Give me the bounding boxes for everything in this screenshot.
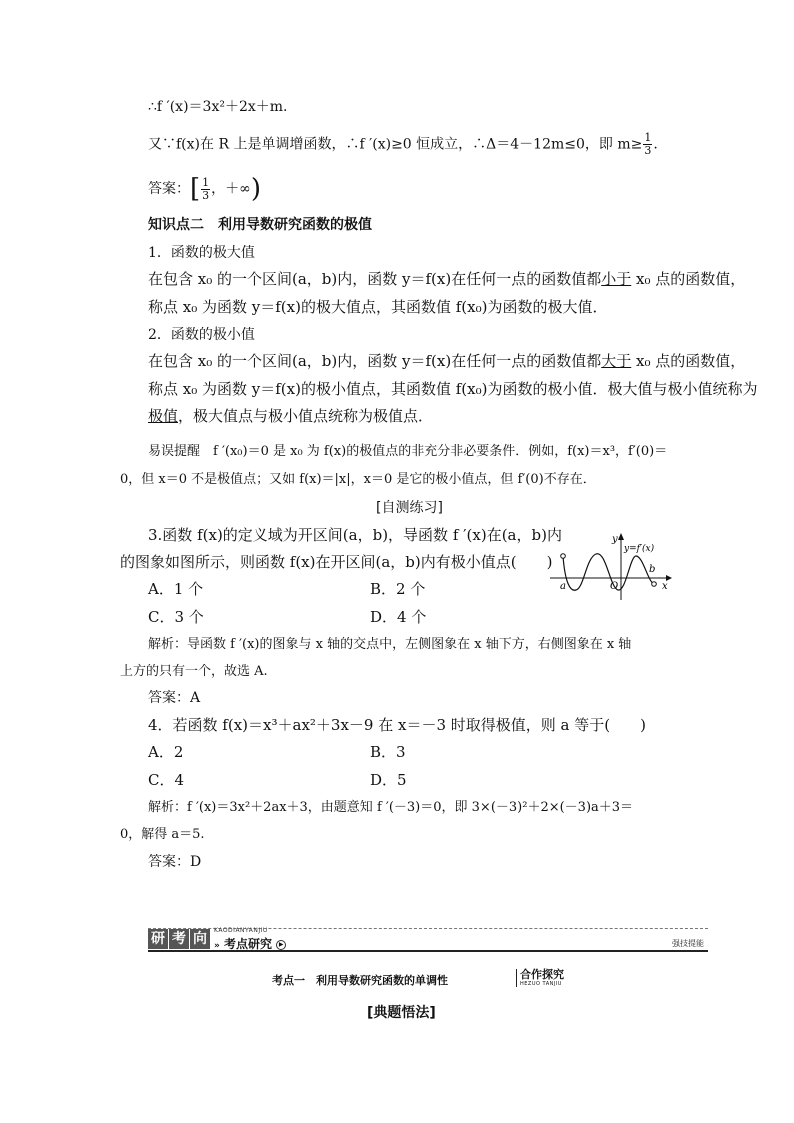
- max-value-title: 1．函数的极大值: [148, 245, 255, 261]
- banner-tag-3: 向: [190, 929, 210, 949]
- q3-answer: 答案：A: [148, 690, 201, 706]
- typical-problem-header: [典题悟法]: [367, 1005, 436, 1021]
- q4-solution-1: 解析：f ′(x)＝3x²＋2ax＋3，由题意知 f ′(－3)＝0，即 3×(－3)²＋2×(－3)a＋3＝: [148, 800, 634, 815]
- cooperative-explore-tag: 合作探究 HEZUO TANJIU: [516, 969, 564, 987]
- q3-option-c: C．3 个: [148, 608, 204, 626]
- max-value-para-2: 称点 x₀ 为函数 y＝f(x)的极大值点，其函数值 f(x₀)为函数的极大值．: [148, 298, 608, 316]
- left-endpoint-open: [561, 554, 566, 559]
- monotonic-text: 又∵f(x)在 R 上是单调增函数，∴f ′(x)≥0 恒成立，∴Δ＝4－12m≤0，即 m≥: [148, 136, 643, 153]
- banner-right-label: 强技提能: [672, 939, 704, 948]
- q4-option-a: A．2: [148, 743, 184, 761]
- q3-stem-2: 的图象如图所示，则函数 f(x)在开区间(a，b)内有极小值点( ): [120, 553, 553, 571]
- section-banner: [148, 926, 708, 954]
- min-value-para-2: 称点 x₀ 为函数 y＝f(x)的极小值点，其函数值 f(x₀)为函数的极小值．极大值与极小值统称为: [148, 380, 758, 398]
- q4-option-b: B．3: [370, 743, 406, 761]
- banner-tag-1: 研: [148, 929, 168, 949]
- q4-answer: 答案：D: [148, 854, 202, 870]
- q3-option-a: A．1 个: [148, 580, 204, 598]
- y-axis-arrow: [618, 533, 624, 540]
- min-value-para-1: 在包含 x₀ 的一个区间(a，b)内，函数 y＝f(x)在任何一点的函数值都大于 x₀ 点的函数值，: [148, 352, 746, 370]
- derivative-curve: [563, 554, 654, 591]
- q4-option-d: D．5: [370, 771, 407, 789]
- label-x: x: [662, 581, 668, 592]
- q3-solution-2: 上方的只有一个，故选 A.: [120, 664, 268, 679]
- min-value-title: 2．函数的极小值: [148, 327, 255, 343]
- label-function: y=f′(x): [624, 544, 655, 554]
- warning-line-2: 0，但 x＝0 不是极值点；又如 f(x)＝|x|，x＝0 是它的极小值点，但 f′(0)不存在．: [120, 472, 596, 487]
- q3-option-d: D．4 个: [370, 608, 427, 626]
- answer-line: 答案：[ $\frac{1}{3}$ ，＋∞): [148, 174, 261, 204]
- label-a: a: [560, 581, 566, 592]
- banner-tag-2: 考: [169, 929, 189, 949]
- knowledge-point-title: 知识点二 利用导数研究函数的极值: [148, 217, 372, 233]
- blank-greater-than: 大于: [601, 352, 632, 370]
- warning-line-1: 易误提醒 f ′(x₀)＝0 是 x₀ 为 f(x)的极值点的非充分非必要条件．例如，f(x)＝x³，f′(0)＝: [148, 444, 668, 459]
- topic-one-title: 考点一 利用导数研究函数的单调性: [272, 974, 448, 987]
- answer-fraction: $\frac{1}{3}$: [202, 175, 210, 202]
- double-chevron-icon: »: [214, 941, 220, 951]
- q3-option-b: B．2 个: [370, 580, 426, 598]
- blank-extreme-value: 极值: [148, 407, 179, 425]
- right-endpoint-open: [652, 582, 657, 587]
- q4-stem: 4．若函数 f(x)＝x³＋ax²＋3x－9 在 x＝－3 时取得极值，则 a 等于( ): [148, 716, 646, 734]
- self-test-header: [自测练习]: [376, 500, 443, 516]
- blank-less-than: 小于: [601, 270, 632, 288]
- fraction-one-third: $\frac{1}{3}$: [644, 131, 652, 157]
- max-value-para-1: 在包含 x₀ 的一个区间(a，b)内，函数 y＝f(x)在任何一点的函数值都小于 x₀ 点的函数值，: [148, 270, 746, 288]
- monotonic-line: 又∵f(x)在 R 上是单调增函数，∴f ′(x)≥0 恒成立，∴Δ＝4－12m≤0，即 m≥ $\frac{1}{3}$ .: [148, 131, 658, 157]
- q4-option-c: C．4: [148, 771, 185, 789]
- derivative-graph: [548, 532, 673, 602]
- label-b: b: [649, 564, 656, 575]
- label-origin: O: [610, 581, 619, 592]
- q3-stem-1: 3.函数 f(x)的定义域为开区间(a，b)，导函数 f ′(x)在(a，b)内: [148, 526, 562, 544]
- q3-solution-1: 解析：导函数 f ′(x)的图象与 x 轴的交点中，左侧图象在 x 轴下方，右侧图象在 x 轴: [148, 637, 632, 652]
- play-circle-icon: ▶: [276, 940, 286, 950]
- banner-pinyin: KAODIANYANJIU: [214, 927, 268, 934]
- q4-solution-2: 0，解得 a＝5.: [120, 827, 205, 842]
- label-y: y: [612, 534, 618, 545]
- min-value-para-3: 极值，极大值点与极小值点统称为极值点．: [148, 407, 434, 425]
- derivative-line: ∴f ′(x)＝3x²＋2x＋m.: [148, 99, 288, 115]
- banner-title: » 考点研究 ▶: [214, 935, 286, 952]
